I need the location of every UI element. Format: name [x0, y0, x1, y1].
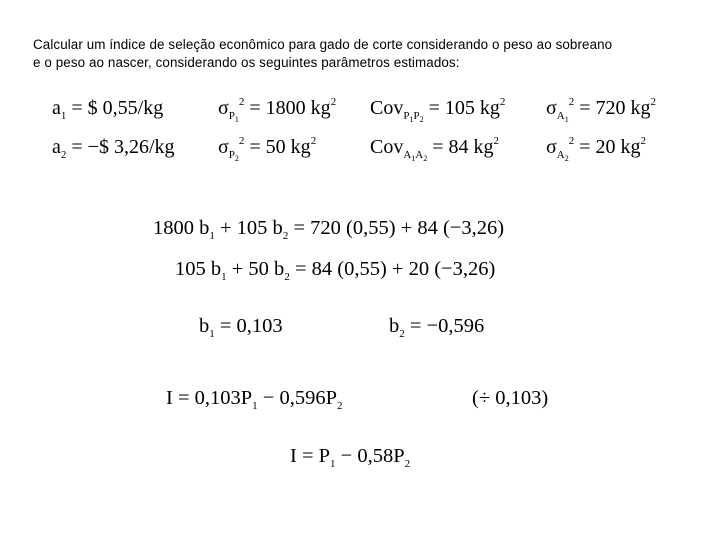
- divide-note: (÷ 0,103): [472, 387, 549, 409]
- param-a2: $a_2$ = −$ 3,26/kg: [52, 136, 175, 161]
- param-cov-p1p2: Cov$_{P_1P_2}$ = 105 $kg^2$: [370, 96, 506, 124]
- param-var-a2: $\sigma_{A_2}^2 = 20$ $kg^2$: [546, 135, 647, 163]
- param-var-p2: $\sigma_{P_2}^2 = 50$ $kg^2$: [218, 135, 317, 163]
- problem-line-1: Calcular um índice de seleção econômico para gado de corte considerando o peso ao sobreano: [33, 37, 613, 52]
- index-simplified: $I = P_1 - 0,58P_2$: [290, 445, 411, 470]
- solution-b2: $b_2 = -0,596$: [389, 315, 485, 340]
- param-a1: $a_1$ = $ 0,55/kg: [52, 97, 164, 122]
- equation-2: 105 $b_1 + 50$ $b_2 = 84$ (0,55) + 20 (−3,26): [175, 258, 496, 283]
- problem-statement: [33, 36, 693, 72]
- index-equation: $I = 0,103P_1 - 0,596P_2$: [166, 387, 343, 412]
- problem-line-2: e o peso ao nascer, considerando os seguintes parâmetros estimados:: [33, 55, 460, 70]
- param-var-a1: $\sigma_{A_1}^2 = 720$ $kg^2$: [546, 96, 657, 124]
- param-cov-a1a2: Cov$_{A_1A_2}$ = 84 $kg^2$: [370, 135, 500, 163]
- param-var-p1: $\sigma_{P_1}^2 = 1800$ $kg^2$: [218, 96, 337, 124]
- solution-b1: $b_1 = 0,103$: [199, 315, 283, 340]
- equation-1: 1800 $b_1 + 105$ $b_2 = 720$ (0,55) + 84 (−3,26): [153, 217, 505, 242]
